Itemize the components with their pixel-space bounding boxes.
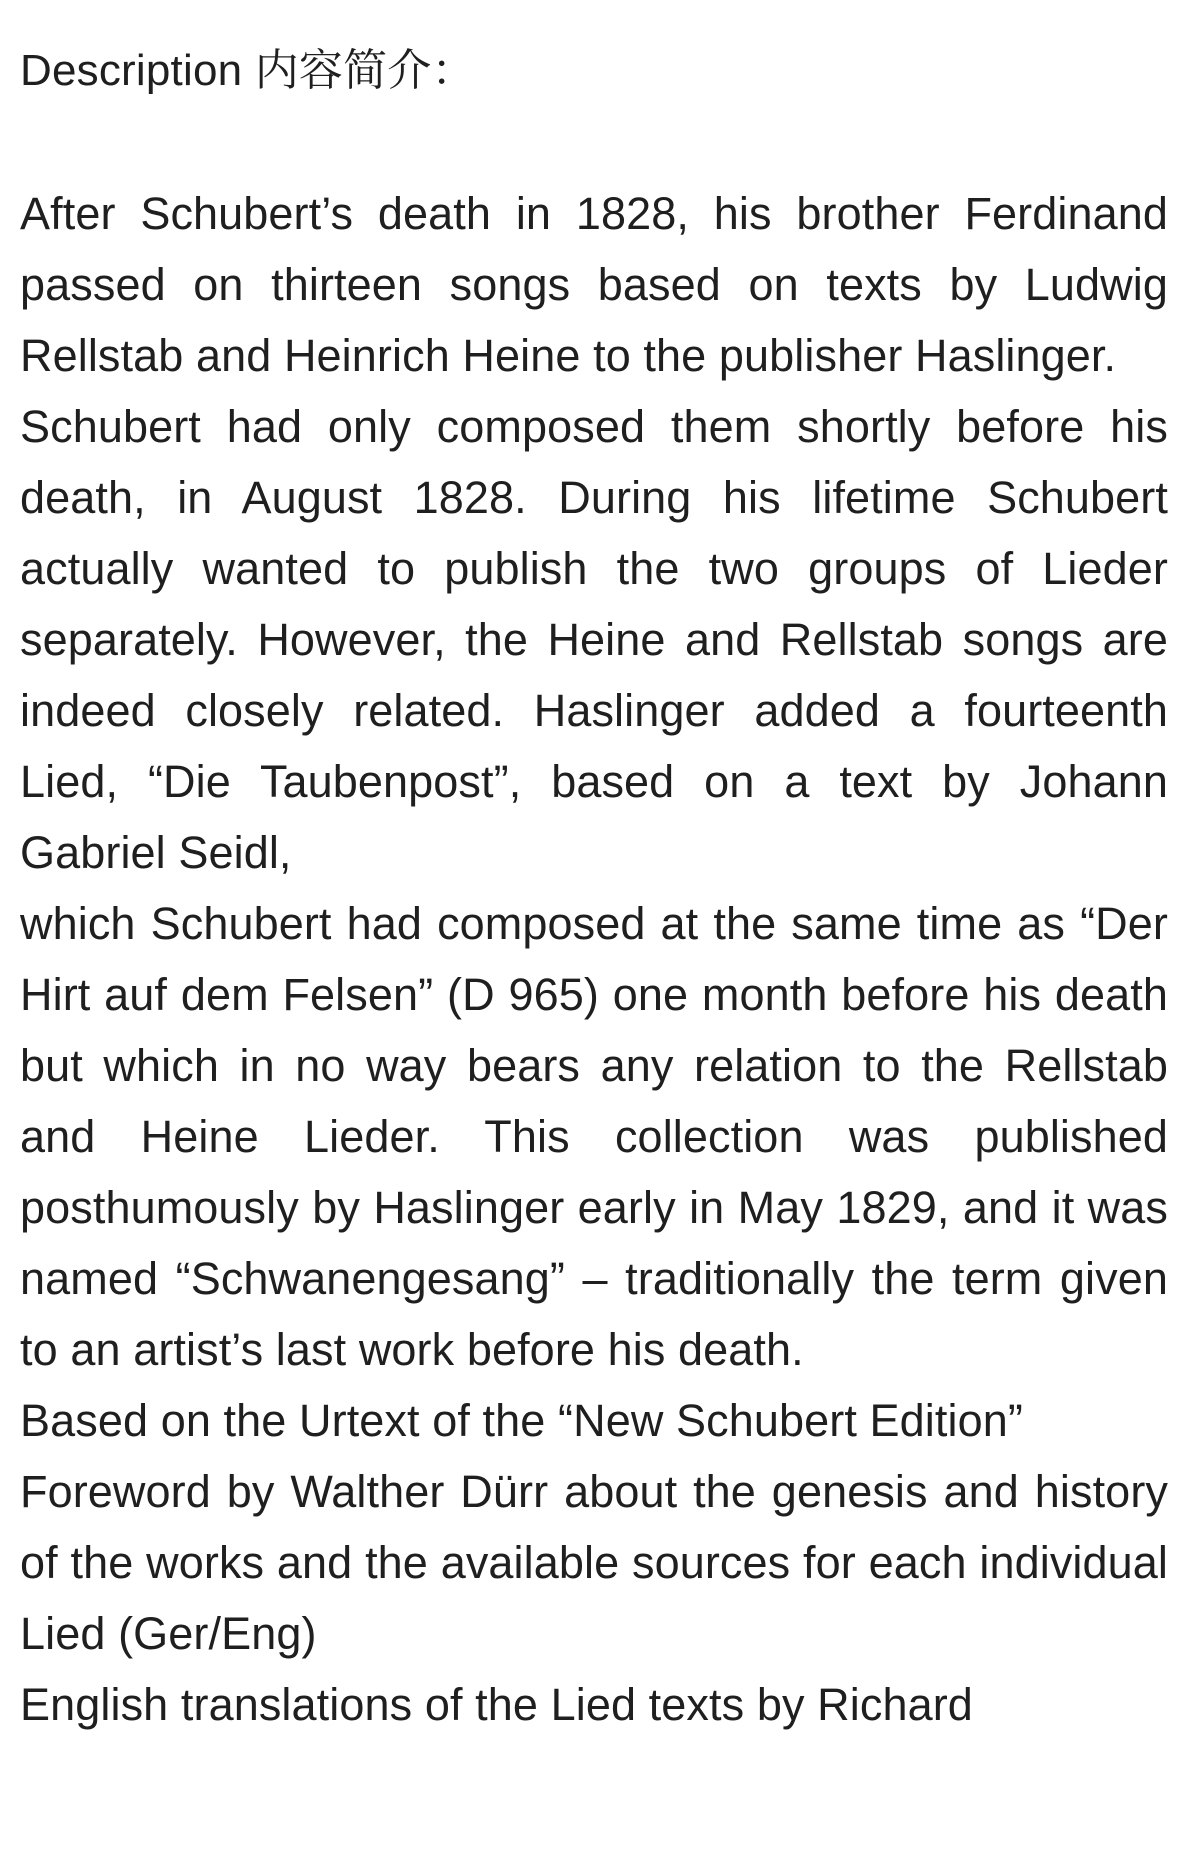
paragraph-publication-history: After Schubert’s death in 1828, his brother Ferdinand passed on thirteen songs based on texts by Ludwig Rellstab and Heinrich Heine to the publisher Haslinger. (20, 188, 1168, 381)
paragraph-composition-details: Schubert had only composed them shortly before his death, in August 1828. During his lifetime Schubert actually wanted to publish the two groups of Lieder separately. However, the Heine and Rellstab songs are indeed closely related. Haslinger added a fourteenth Lied, “Die Taubenpost”, based on a text by Johann Gabriel Seidl, (20, 401, 1168, 878)
description-heading: Description 内容简介： (20, 46, 476, 95)
description-body (20, 178, 1168, 1740)
paragraph-foreword: Foreword by Walther Dürr about the genesis and history of the works and the available sources for each individual Lied (Ger/Eng) (20, 1466, 1168, 1659)
paragraph-urtext: Based on the Urtext of the “New Schubert Edition” (20, 1395, 1023, 1446)
paragraph-translations: English translations of the Lied texts by Richard (20, 1679, 973, 1730)
paragraph-collection-publication: which Schubert had composed at the same time as “Der Hirt auf dem Felsen” (D 965) one month before his death but which in no way bears any relation to the Rellstab and Heine Lieder. This collection was published posthumously by Haslinger early in May 1829, and it was named “Schwanengesang” – traditionally the term given to an artist’s last work before his death. (20, 898, 1168, 1375)
